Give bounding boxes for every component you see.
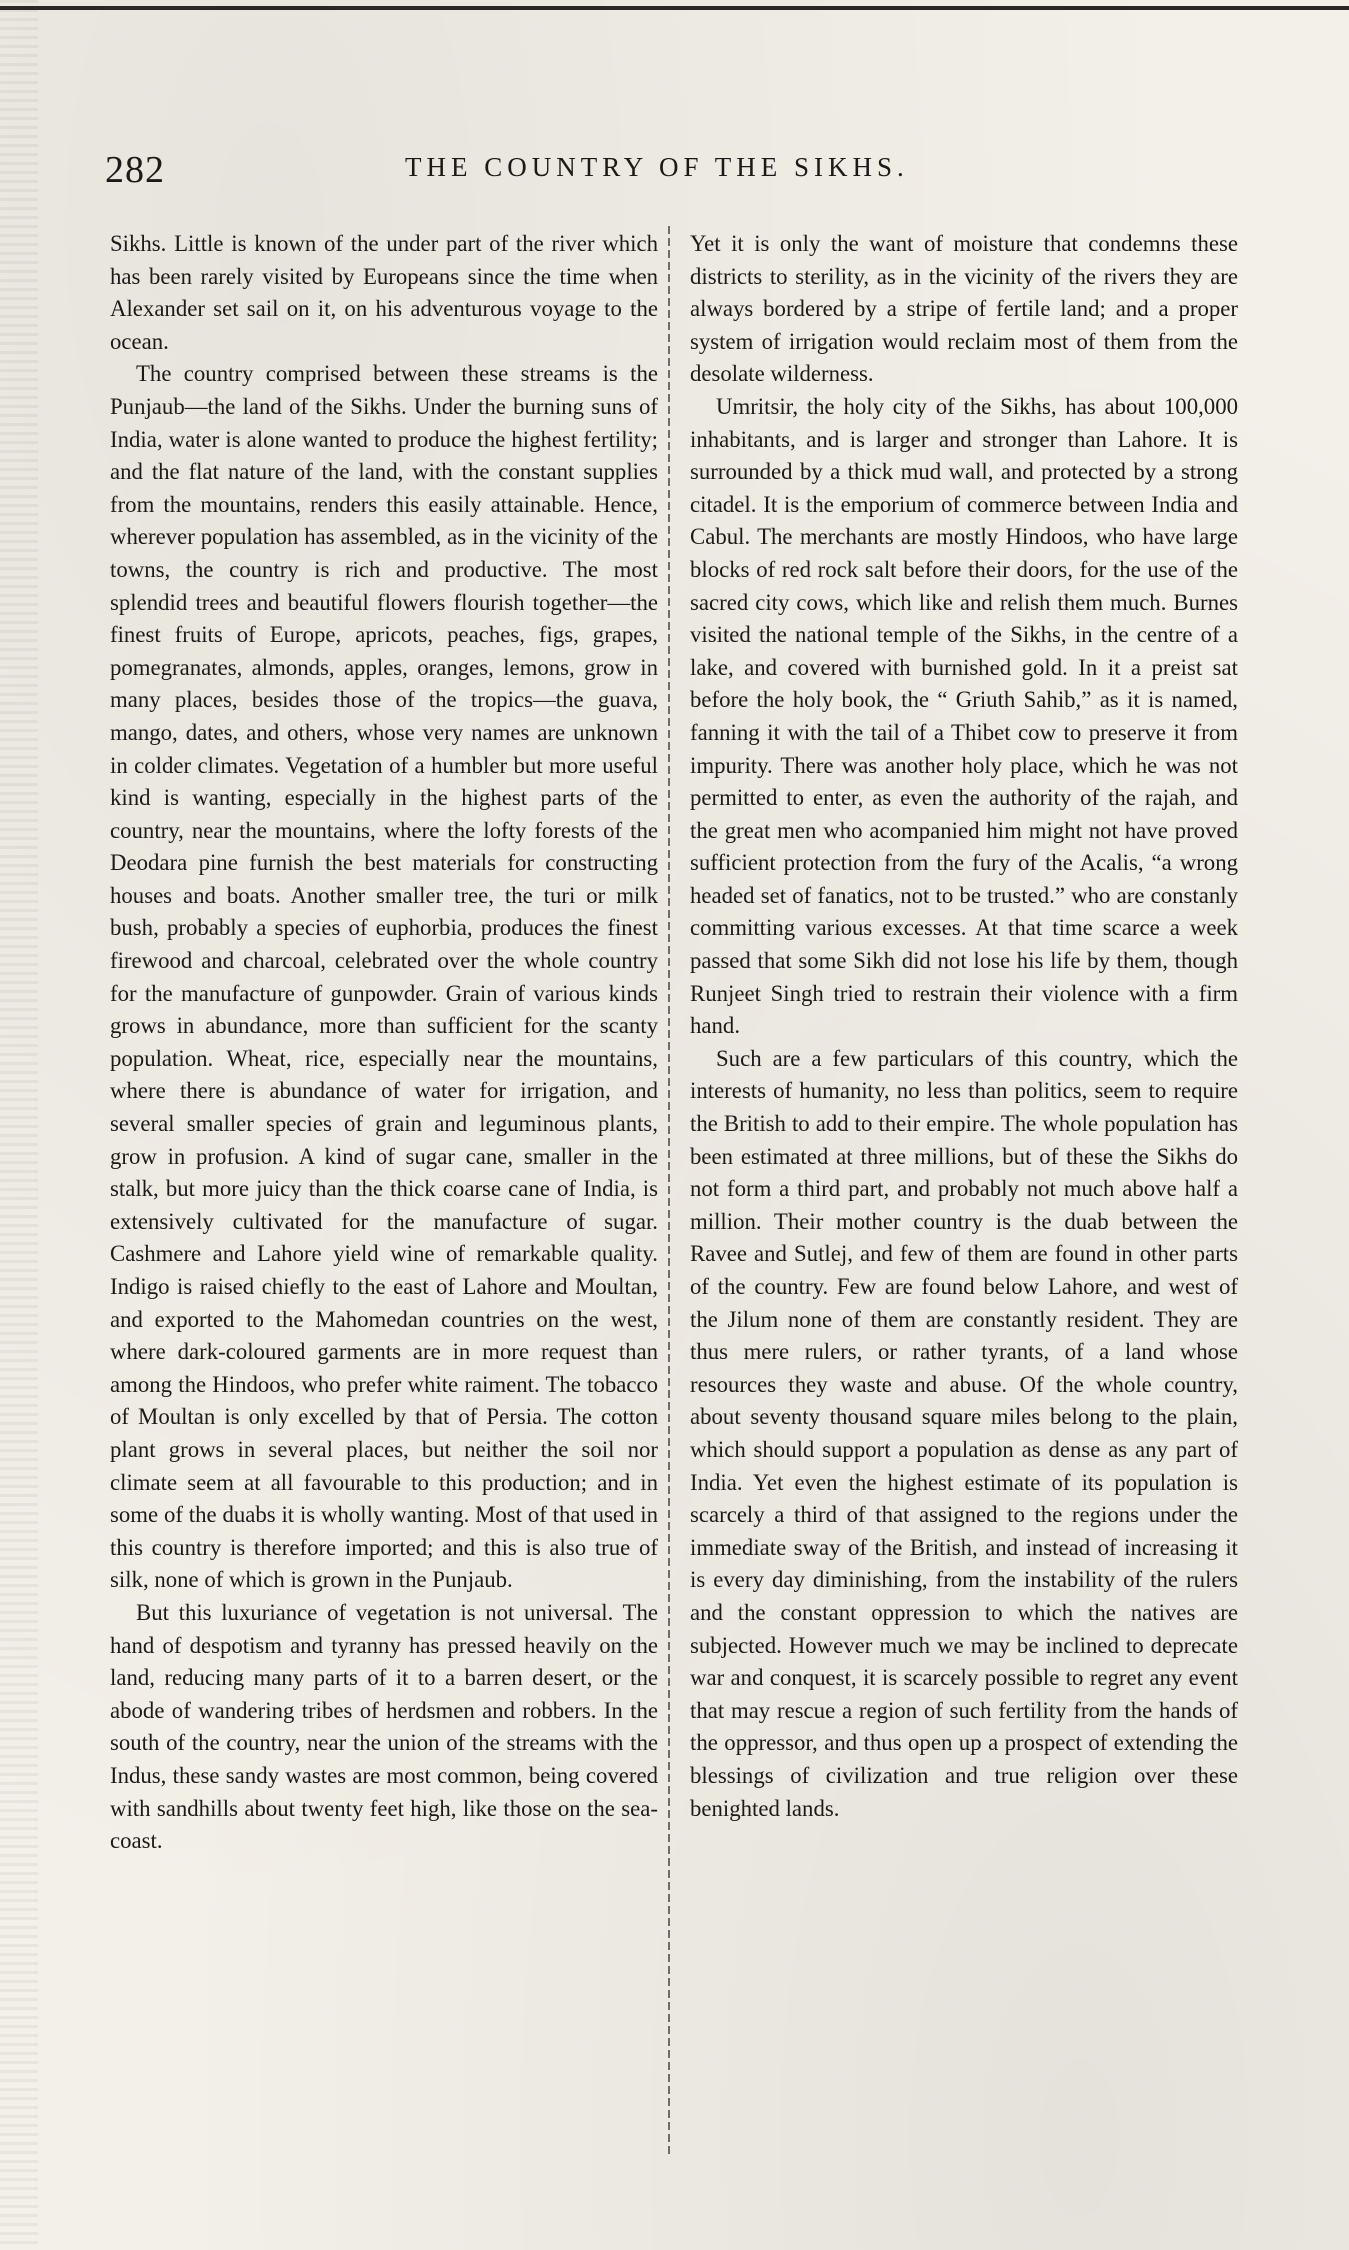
right-column xyxy=(690,228,1238,1825)
page-edge-shading xyxy=(0,0,38,2250)
left-paragraph-1: Sikhs. Little is known of the under part of the river which has been rarely visited by Europeans since the time when Alexander set sail on it, on his adventurous voyage to the ocean. xyxy=(110,231,658,354)
left-paragraph-2: The country comprised between these streams is the Punjaub—the land of the Sikhs. Under the burning suns of India, water is alone wanted to produce the highest fertility; and the flat nature of the land, with the constant supplies from the mountains, renders this easily attainable. Hence, wherever population has assembled, as in the vicinity of the towns, the country is rich and productive. The most splendid trees and beautiful flowers flourish together—the finest fruits of Europe, apricots, peaches, figs, grapes, pomegranates, almonds, apples, oranges, lemons, grow in many places, besides those of the tropics—the guava, mango, dates, and others, whose very names are unknown in colder climates. Vegetation of a humbler but more useful kind is wanting, especially in the highest parts of the country, near the mountains, where the lofty forests of the Deodara pine furnish the best materials for constructing houses and boats. Another smaller tree, the turi or milk bush, probably a species of euphorbia, produces the finest firewood and charcoal, celebrated over the whole country for the manufacture of gunpowder. Grain of various kinds grows in abundance, more than sufficient for the scanty population. Wheat, rice, especially near the mountains, where there is abundance of water for irrigation, and several smaller species of grain and leguminous plants, grow in profusion. A kind of sugar cane, smaller in the stalk, but more juicy than the thick coarse cane of India, is extensively cultivated for the manufacture of sugar. Cashmere and Lahore yield wine of remarkable quality. Indigo is raised chiefly to the east of Lahore and Moultan, and exported to the Mahomedan countries on the west, where dark-coloured garments are in more request than among the Hindoos, who prefer white raiment. The tobacco of Moultan is only excelled by that of Persia. The cotton plant grows in several places, but neither the soil nor climate seem at all favourable to this production; and in some of the duabs it is wholly wanting. Most of that used in this country is therefore imported; and this is also true of silk, none of which is grown in the Punjaub. xyxy=(110,361,658,1593)
running-title: THE COUNTRY OF THE SIKHS. xyxy=(405,152,909,182)
left-paragraph-3: But this luxuriance of vegetation is not universal. The hand of despotism and tyranny has pressed heavily on the land, reducing many parts of it to a barren desert, or the abode of wandering tribes of herdsmen and robbers. In the south of the country, near the union of the streams with the Indus, these sandy wastes are most common, being covered with sandhills about twenty feet high, like those on the sea-coast. xyxy=(110,1599,658,1854)
left-column xyxy=(110,228,658,1858)
right-paragraph-2: Umritsir, the holy city of the Sikhs, has about 100,000 inhabitants, and is larger and stronger than Lahore. It is surrounded by a thick mud wall, and protected by a strong citadel. It is the emporium of commerce between India and Cabul. The merchants are mostly Hindoos, who have large blocks of red rock salt before their doors, for the use of the sacred city cows, which like and relish them much. Burnes visited the national temple of the Sikhs, in the centre of a lake, and covered with burnished gold. In it a preist sat before the holy book, the “ Griuth Sahib,” as it is named, fanning it with the tail of a Thibet cow to preserve it from impurity. There was another holy place, which he was not permitted to enter, as even the authority of the rajah, and the great men who acompanied him might not have proved sufficient protection from the fury of the Acalis, “a wrong headed set of fanatics, not to be trusted.” who are constanly committing various excesses. At that time scarce a week passed that some Sikh did not lose his life by them, though Runjeet Singh tried to restrain their violence with a firm hand. xyxy=(690,393,1238,1039)
right-paragraph-1: Yet it is only the want of moisture that condemns these districts to sterility, as in the vicinity of the rivers they are always bordered by a stripe of fertile land; and a proper system of irrigation would reclaim most of them from the desolate wilderness. xyxy=(690,231,1238,387)
column-divider xyxy=(668,226,670,2156)
page-header xyxy=(105,148,1235,198)
top-border-rule xyxy=(0,6,1349,10)
page-number: 282 xyxy=(105,149,165,191)
right-paragraph-3: Such are a few particulars of this country, which the interests of humanity, no less than politics, seem to require the British to add to their empire. The whole population has been estimated at three millions, but of these the Sikhs do not form a third part, and probably not much above half a million. Their mother country is the duab between the Ravee and Sutlej, and few of them are found in other parts of the country. Few are found below Lahore, and west of the Jilum none of them are constantly resident. They are thus mere rulers, or rather tyrants, of a land whose resources they waste and abuse. Of the whole country, about seventy thousand square miles belong to the plain, which should support a population as dense as any part of India. Yet even the highest estimate of its population is scarcely a third of that assigned to the regions under the immediate sway of the British, and instead of increasing it is every day diminishing, from the instability of the rulers and the constant oppression to which the natives are subjected. However much we may be inclined to deprecate war and conquest, it is scarcely possible to regret any event that may rescue a region of such fertility from the hands of the oppressor, and thus open up a prospect of extending the blessings of civilization and true religion over these benighted lands. xyxy=(690,1045,1238,1821)
